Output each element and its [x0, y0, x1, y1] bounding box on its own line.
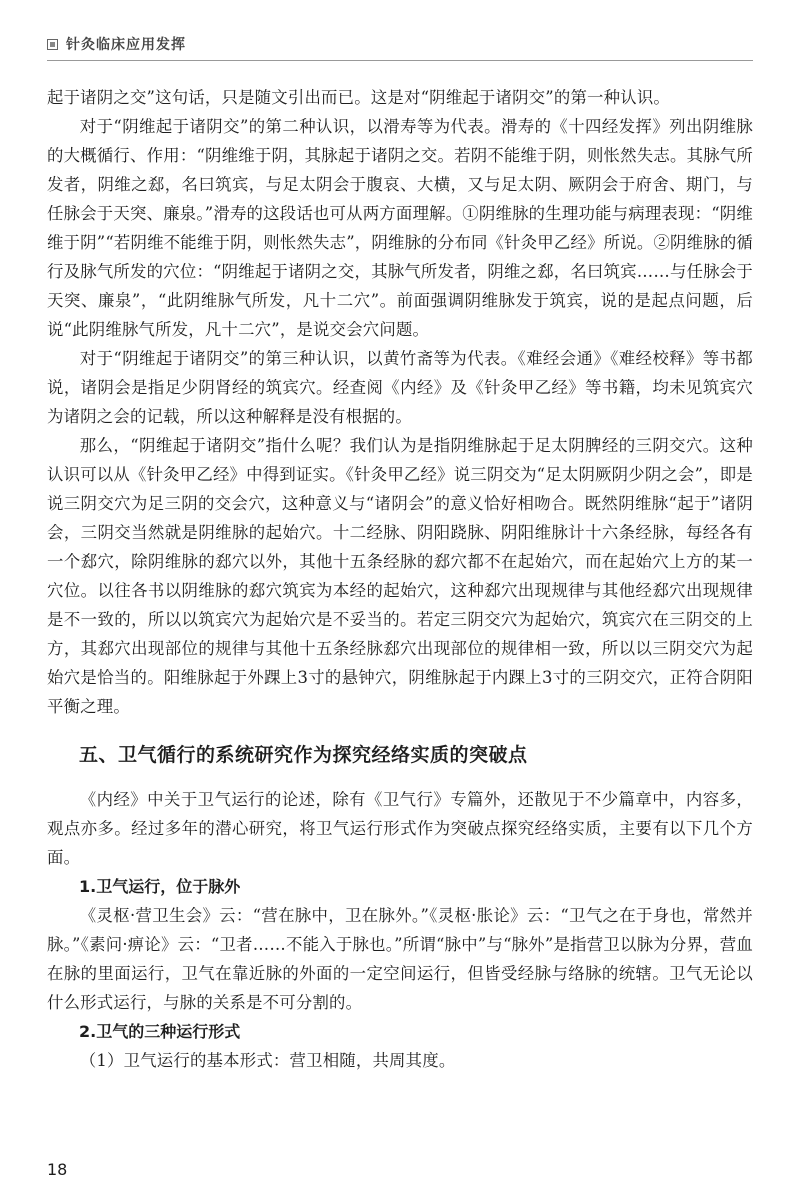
page-content: [47, 83, 753, 1075]
paragraph: 那么，“阴维起于诸阴交”指什么呢？我们认为是指阴维脉起于足太阴脾经的三阴交穴。这种认识可以从《针灸甲乙经》中得到证实。《针灸甲乙经》说三阴交为“足太阴厥阴少阴之会”，即是说三阴交穴为足三阴的交会穴，这种意义与“诸阴会”的意义恰好相吻合。既然阴维脉“起于”诸阴会，三阴交当然就是阴维脉的起始穴。十二经脉、阴阳跷脉、阴阳维脉计十六条经脉，每经各有一个郄穴，除阴维脉的郄穴以外，其他十五条经脉的郄穴都不在起始穴，而在起始穴上方的某一穴位。以往各书以阴维脉的郄穴筑宾为本经的起始穴，这种郄穴出现规律与其他经郄穴出现规律是不一致的，所以以筑宾穴为起始穴是不妥当的。若定三阴交穴为起始穴，筑宾穴在三阴交的上方，其郄穴出现部位的规律与其他十五条经脉郄穴出现部位的规律相一致，所以以三阴交穴为起始穴是恰当的。阳维脉起于外踝上3寸的悬钟穴，阴维脉起于内踝上3寸的三阴交穴，正符合阴阳平衡之理。: [47, 436, 753, 716]
book-title: 针灸临床应用发挥: [66, 37, 186, 53]
running-head: [47, 34, 186, 54]
paragraph: 起于诸阴之交”这句话，只是随文引出而已。这是对“阴维起于诸阴交”的第一种认识。: [47, 88, 670, 107]
page-number: 18: [47, 1160, 68, 1179]
paragraph: 对于“阴维起于诸阴交”的第二种认识，以滑寿等为代表。滑寿的《十四经发挥》列出阴维脉的大概循行、作用：“阴维维于阴，其脉起于诸阴之交。若阴不能维于阴，则怅然失志。其脉气所发者，阴维之郄，名曰筑宾，与足太阴会于腹哀、大横，又与足太阴、厥阴会于府舍、期门，与任脉会于天突、廉泉。”滑寿的这段话也可从两方面理解。①阴维脉的生理功能与病理表现：“阴维维于阴”“若阴维不能维于阴，则怅然失志”，阴维脉的分布同《针灸甲乙经》所说。②阴维脉的循行及脉气所发的穴位：“阴维起于诸阴之交，其脉气所发者，阴维之郄，名曰筑宾……与任脉会于天突、廉泉”，“此阴维脉气所发，凡十二穴”。前面强调阴维脉发于筑宾，说的是起点问题，后说“此阴维脉气所发，凡十二穴”，是说交会穴问题。: [47, 117, 753, 339]
list-item: （1）卫气运行的基本形式：营卫相随，共周其度。: [79, 1051, 456, 1070]
paragraph: 《灵枢·营卫生会》云：“营在脉中，卫在脉外。”《灵枢·胀论》云：“卫气之在于身也，常然并脉。”《素问·痹论》云：“卫者……不能入于脉也。”所谓“脉中”与“脉外”是指营卫以脉为分界，营血在脉的里面运行，卫气在靠近脉的外面的一定空间运行，但皆受经脉与络脉的统辖。卫气无论以什么形式运行，与脉的关系是不可分割的。: [47, 906, 753, 1012]
section-heading: 五、卫气循行的系统研究作为探究经络实质的突破点: [79, 744, 528, 766]
paragraph: 对于“阴维起于诸阴交”的第三种认识，以黄竹斋等为代表。《难经会通》《难经校释》等书都说，诸阴会是指足少阴肾经的筑宾穴。经查阅《内经》及《针灸甲乙经》等书籍，均未见筑宾穴为诸阴之会的记载，所以这种解释是没有根据的。: [47, 349, 753, 426]
subheading: 2.卫气的三种运行形式: [79, 1022, 241, 1041]
square-bullet-icon: [47, 39, 58, 50]
subheading: 1.卫气运行，位于脉外: [79, 877, 241, 896]
header-rule: [47, 60, 753, 61]
section-intro: 《内经》中关于卫气运行的论述，除有《卫气行》专篇外，还散见于不少篇章中，内容多，观点亦多。经过多年的潜心研究，将卫气运行形式作为突破点探究经络实质，主要有以下几个方面。: [47, 790, 753, 867]
